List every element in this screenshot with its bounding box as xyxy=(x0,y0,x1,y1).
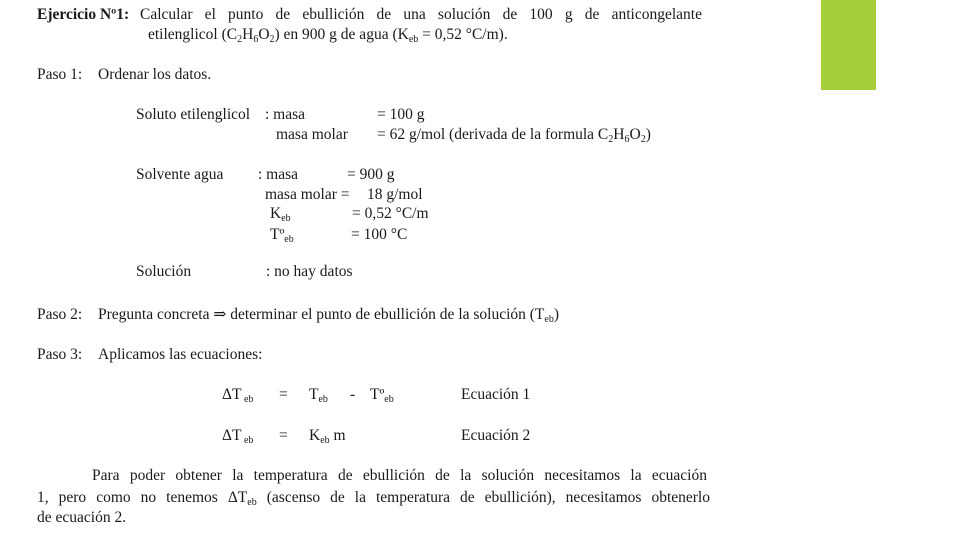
teb-label: Tº$_{eb}$ xyxy=(270,226,294,245)
eq2-equals: = xyxy=(279,427,288,444)
accent-block xyxy=(821,0,876,90)
step2-text: Pregunta concreta ⇒ determinar el punto de ebullición de la solución $(T_{eb})$ xyxy=(98,306,560,325)
eq1-teb0: Tº$_{eb}$ xyxy=(370,386,394,405)
eq1-teb: $T_{eb}$ xyxy=(309,386,328,405)
solvent-molar-value: 18 g/mol xyxy=(367,186,423,203)
eq1-minus: - xyxy=(350,386,356,403)
exercise-label: Ejercicio Nº1: xyxy=(37,6,130,23)
eq2-rhs: $K_{eb}$ m xyxy=(309,427,346,446)
step1-label: Paso 1: xyxy=(37,66,83,83)
paragraph-line-2: 1, pero como no tenemos $\Delta T_{eb}$ (ascenso de la temperatura de ebullición), necesitamos obtenerlo xyxy=(37,489,710,508)
exercise-line-2: etilenglicol $(C_2H_6O_2)$ en 900 g de agua ($K_{eb} = 0,52$ °C/m). xyxy=(148,26,508,45)
teb-value: = 100 °C xyxy=(351,226,408,243)
solution-value: : no hay datos xyxy=(266,263,353,280)
step3-label: Paso 3: xyxy=(37,346,83,363)
solvent-mass-value: = 900 g xyxy=(347,166,395,183)
keb-label: $K_{eb}$ xyxy=(270,205,291,224)
keb-value: = 0,52 °C/m xyxy=(352,205,429,222)
solvent-molar-label: masa molar = xyxy=(265,186,350,203)
eq2-name: Ecuación 2 xyxy=(461,427,531,444)
solution-label: Solución xyxy=(136,263,192,280)
solute-mass-label: : masa xyxy=(265,106,306,123)
solute-molar-label: masa molar xyxy=(276,126,348,143)
solvent-label: Solvente agua xyxy=(136,166,224,183)
solute-molar-value: = 62 g/mol (derivada de la formula $C_2H_6O_2$) xyxy=(377,126,651,145)
step1-text: Ordenar los datos. xyxy=(98,66,212,83)
solvent-mass-label: : masa xyxy=(258,166,299,183)
paragraph-line-1: Para poder obtener la temperatura de ebullición de la solución necesitamos la ecuación xyxy=(92,467,707,484)
eq1-equals: = xyxy=(279,386,288,403)
solute-label: Soluto etilenglicol xyxy=(136,106,251,123)
eq2-lhs: ΔT $_{eb}$ xyxy=(222,427,254,446)
solute-mass-value: = 100 g xyxy=(377,106,425,123)
eq1-name: Ecuación 1 xyxy=(461,386,531,403)
exercise-line-1: Calcular el punto de ebullición de una solución de 100 g de anticongelante xyxy=(140,6,702,23)
step3-text: Aplicamos las ecuaciones: xyxy=(98,346,263,363)
paragraph-line-3: de ecuación 2. xyxy=(37,509,127,526)
eq1-lhs: ΔT $_{eb}$ xyxy=(222,386,254,405)
step2-label: Paso 2: xyxy=(37,306,83,323)
